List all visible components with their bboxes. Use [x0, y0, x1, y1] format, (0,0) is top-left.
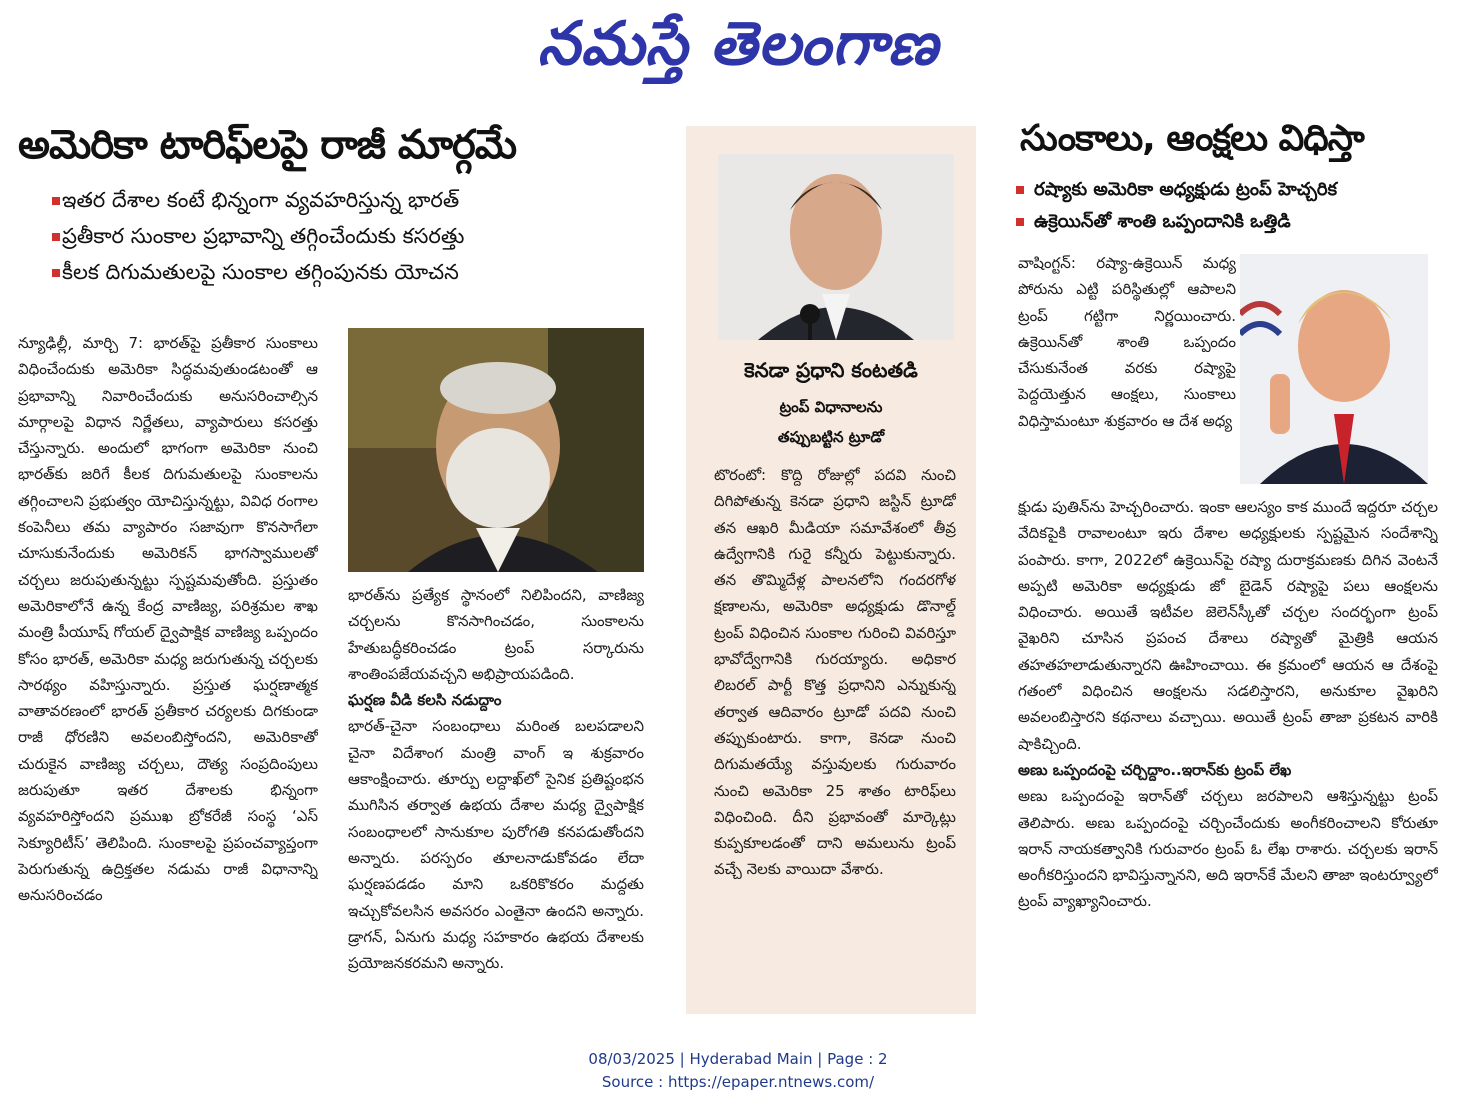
modi-photo — [348, 328, 644, 572]
left-body-paragraph: న్యూఢిల్లీ, మార్చి 7: భారత్‌పై ప్రతీకార సుంకాలు విధించేందుకు అమెరికా సిద్ధమవుతుండటంతో ఆ ప్రభావాన్ని నివారించేందుకు అనుసరించాల్సిన మార్గాలపై విధాన నిర్ణేతలు, వ్యాపారులు కసరత్తు చేస్తున్నారు. అందులో భాగంగా అమెరికా నుంచి భారత్‌కు జరిగే కీలక దిగుమతులపై సుంకాలను తగ్గించాలని ప్రభుత్వం యోచిస్తున్నట్టు, వివిధ రంగాల కంపెనీలు తమ వ్యాపారం సజావుగా కొనసాగేలా చూసుకునేందుకు అమెరికన్ భాగస్వాములతో చర్చలు జరుపుతున్నట్టు స్పష్టమవుతోంది. ప్రస్తుతం అమెరికాలోనే ఉన్న కేంద్ర వాణిజ్య, పరిశ్రమల శాఖ మంత్రి పీయూష్ గోయల్ ద్వైపాక్షిక వాణిజ్య ఒప్పందం కోసం భారత్, అమెరికా మధ్య జరుగుతున్న చర్చలకు సారథ్యం వహిస్తున్నారు. ప్రస్తుత ఘర్షణాత్మక వాతావరణంలో భారత్ ప్రతీకార చర్యలకు దిగకుండా రాజీ ధోరణిని అవలంబిస్తోందని, అమెరికాతో చురుకైన వాణిజ్య చర్చలు, దౌత్య సంప్రదింపులు జరుపుతూ ఇతర దేశాలకు భిన్నంగా వ్యవహరిస్తోందని ప్రముఖ బ్రోకరేజీ సంస్థ ‘ఎస్ సెక్యూరిటీస్’ తెలిపింది. సుంకాలపై ప్రపంచవ్యాప్తంగా పెరుగుతున్న ఉద్రిక్తతల నడుమ రాజీ విధానాన్ని అనుసరించడం — [18, 334, 318, 905]
sidebar-body: టొరంటో: కొద్ది రోజుల్లో పదవి నుంచి దిగిపోతున్న కెనడా ప్రధాని జస్టిన్ ట్రూడో తన ఆఖరి మీడియా సమావేశంలో తీవ్ర ఉద్వేగానికి గురై కన్నీరు పెట్టుకున్నారు. తన తొమ్మిదేళ్ల పాలనలోని గందరగోళ క్షణాలను, అమెరికా అధ్యక్షుడు డొనాల్డ్ ట్రంప్ విధించిన సుంకాల గురించి వివరిస్తూ భావోద్వేగానికి గురయ్యారు. అధికార లిబరల్ పార్టీ కొత్త ప్రధానిని ఎన్నుకున్న తర్వాత ఆదివారం ట్రూడో పదవి నుంచి తప్పుకుంటారు. కాగా, కెనడా నుంచి దిగుమతయ్యే వస్తువులకు గురువారం నుంచి అమెరికా 25 శాతం టారిఫ్‌లు విధించింది. దీని ప్రభావంతో మార్కెట్లు కుప్పకూలడంతో దాని అమలును ట్రంప్ వచ్చే నెలకు వాయిదా వేశారు. — [714, 466, 956, 879]
left-body-paragraph-3: భారత్-చైనా సంబంధాలు మరింత బలపడాలని చైనా విదేశాంగ మంత్రి వాంగ్ ఇ శుక్రవారం ఆకాంక్షించారు. తూర్పు లద్దాఖ్‌లో సైనిక ప్రతిష్టంభన ముగిసిన తర్వాత ఉభయ దేశాల మధ్య ద్వైపాక్షిక సంబంధాలలో సానుకూల పురోగతి కనపడుతోందని అన్నారు. పరస్పరం తూలనాడుకోవడం లేదా ఘర్షణపడడం మాని ఒకరికొకరం మద్దతు ఇచ్చుకోవలసిన అవసరం ఎంతైనా ఉందని అన్నారు. డ్రాగన్, ఏనుగు మధ్య సహకారం ఉభయ దేశాలకు ప్రయోజనకరమని అన్నారు. — [348, 717, 644, 973]
footer-date-line: 08/03/2025 | Hyderabad Main | Page : 2 — [588, 1050, 888, 1068]
right-body-top: వాషింగ్టన్: రష్యా-ఉక్రెయిన్ మధ్య పోరును ఎట్టి పరిస్థితుల్లో ఆపాలని ట్రంప్ గట్టిగా నిర్ణయించారు. ఉక్రెయిన్‌తో శాంతి ఒప్పందం చేసుకునేంత వరకు రష్యాపై పెద్దయెత్తున ఆంక్షలు, సుంకాలు విధిస్తామంటూ శుక్రవారం ఆ దేశ అధ్య — [1018, 254, 1236, 430]
left-headline: అమెరికా టారిఫ్‌లపై రాజీ మార్గమే — [18, 122, 517, 168]
right-subhead: అణు ఒప్పందంపై చర్చిద్దాం..ఇరాన్‌కు ట్రంప్ లేఖ — [1018, 760, 1292, 779]
left-bullet: ప్రతీకార సుంకాల ప్రభావాన్ని తగ్గించేందుకు కసరత్తు — [18, 218, 654, 254]
left-body-paragraph-2: భారత్‌ను ప్రత్యేక స్థానంలో నిలిపిందని, వాణిజ్య చర్చలను కొనసాగించడం, సుంకాలను హేతుబద్ధీకరించడం ట్రంప్ సర్కారును శాంతింపజేయవచ్చని అభిప్రాయపడింది. — [348, 586, 644, 683]
left-bullets — [18, 182, 654, 290]
left-bullet: ఇతర దేశాల కంటే భిన్నంగా వ్యవహరిస్తున్న భారత్ — [18, 182, 654, 218]
right-story — [1008, 114, 1444, 1024]
sidebar-story — [686, 126, 976, 1014]
left-subhead: ఘర్షణ వీడి కలసి నడుద్దాం — [348, 691, 502, 710]
sidebar-title: కెనడా ప్రధాని కంటతడి — [744, 358, 918, 382]
right-body-paragraph-2: అణు ఒప్పందంపై ఇరాన్‌తో చర్చలు జరపాలని ఆశిస్తున్నట్టు ట్రంప్ తెలిపారు. అణు ఒప్పందంపై చర్చించేందుకు అంగీకరించాలని కోరుతూ ఇరాన్ నాయకత్వానికి గురువారం ట్రంప్ ఓ లేఖ రాశారు. చర్చలకు ఇరాన్ అంగీకరిస్తుందని భావిస్తున్నానని, అది ఇరాన్‌కే మేలని తాజా ఇంటర్వ్యూలో ట్రంప్ వ్యాఖ్యానించారు. — [1018, 787, 1438, 911]
right-bullet: ఉక్రెయిన్‌తో శాంతి ఒప్పందానికి ఒత్తిడి — [1008, 206, 1444, 238]
left-body-col2 — [348, 582, 644, 1028]
right-bullet: రష్యాకు అమెరికా అధ్యక్షుడు ట్రంప్ హెచ్చరిక — [1008, 174, 1444, 206]
left-bullet: కీలక దిగుమతులపై సుంకాల తగ్గింపునకు యోచన — [18, 254, 654, 290]
right-headline: సుంకాలు, ఆంక్షలు విధిస్తా — [1020, 118, 1364, 159]
sidebar-subtitle: ట్రంప్ విధానాలను తప్పుబట్టిన ట్రూడో — [777, 398, 885, 446]
footer-source-line: Source : https://epaper.ntnews.com/ — [601, 1073, 875, 1091]
masthead-logo: నమస్తే తెలంగాణ — [537, 9, 939, 79]
trudeau-photo — [718, 154, 954, 340]
left-story — [18, 118, 654, 1028]
right-body-main — [1018, 494, 1438, 1024]
left-body-col1 — [18, 330, 318, 1028]
right-body-paragraph: క్షుడు పుతిన్‌ను హెచ్చరించారు. ఇంకా ఆలస్యం కాక ముందే ఇద్దరూ చర్చల వేదికపైకి రావాలంటూ ఇరు దేశాల అధ్యక్షులకు స్పష్టమైన సందేశాన్ని పంపారు. కాగా, 2022లో ఉక్రెయిన్‌పై రష్యా దురాక్రమణకు దిగిన వెంటనే అప్పటి అమెరికా అధ్యక్షుడు జో బైడెన్ రష్యాపై పలు ఆంక్షలను విధించారు. అయితే ఇటీవల జెలెన్‌స్కీతో చర్చల సందర్భంగా ట్రంప్ వైఖరిని చూసిన ప్రపంచ దేశాలు రష్యాతో మైత్రికి ఆయన తహతహలాడుతున్నారని ఊహించాయి. ఈ క్రమంలో ఆయన ఆ దేశంపై గతంలో విధించిన ఆంక్షలను సడలిస్తారని, అనుకూల వైఖరిని అవలంబిస్తారని కథనాలు వచ్చాయి. అయితే ట్రంప్ తాజా ప్రకటన వారికి షాకిచ్చింది. — [1018, 498, 1438, 753]
trump-photo — [1240, 254, 1428, 484]
right-bullets — [1008, 174, 1444, 238]
